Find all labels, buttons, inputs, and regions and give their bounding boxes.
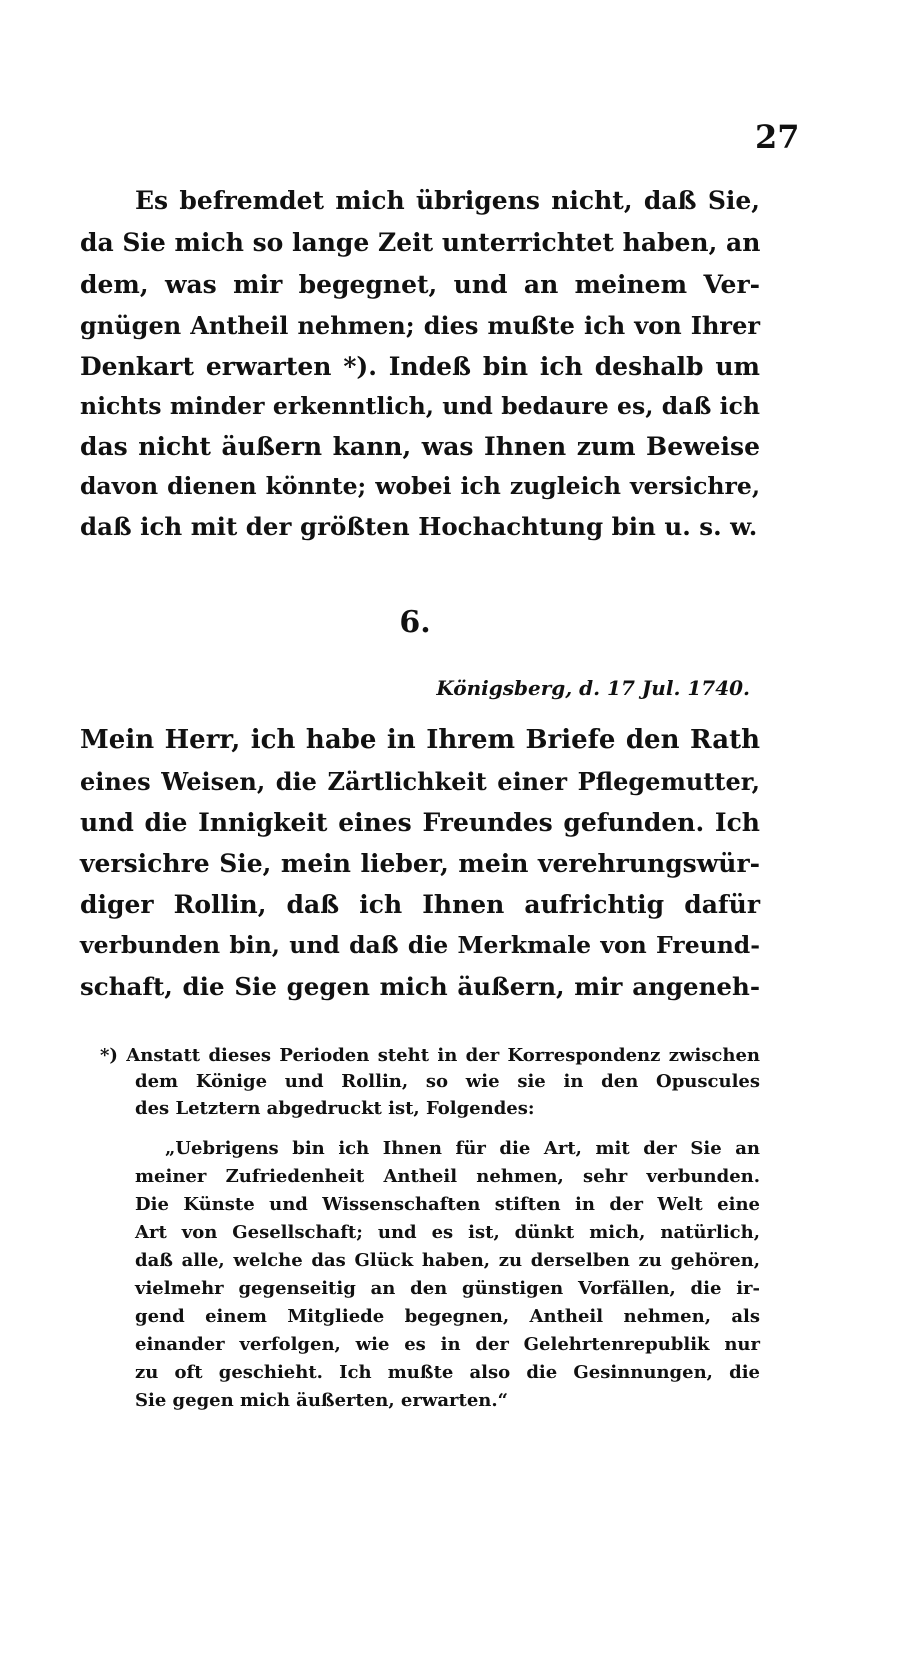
- text-line: das nicht äußern kann, was Ihnen zum Beweise: [80, 432, 760, 461]
- text-line: gnügen Antheil nehmen; dies mußte ich von Ihrer: [80, 311, 760, 340]
- quote-line: gend einem Mitgliede begegnen, Antheil nehmen, als: [135, 1306, 760, 1327]
- footnote-line: *) Anstatt dieses Perioden steht in der Korrespondenz zwischen: [100, 1045, 760, 1066]
- quote-line: daß alle, welche das Glück haben, zu derselben zu gehören,: [135, 1250, 760, 1271]
- text-line: schaft, die Sie gegen mich äußern, mir angeneh-: [80, 972, 760, 1001]
- footnote-line: des Letztern abgedruckt ist, Folgendes:: [135, 1098, 535, 1119]
- quote-line: „Uebrigens bin ich Ihnen für die Art, mit der Sie an: [165, 1138, 760, 1159]
- text-line: eines Weisen, die Zärtlichkeit einer Pflegemutter,: [80, 767, 760, 796]
- text-line: daß ich mit der größten Hochachtung bin u. s. w.: [80, 512, 758, 541]
- page-number: 27: [755, 118, 800, 156]
- letter-number: 6.: [399, 605, 431, 640]
- text-line: dem, was mir begegnet, und an meinem Ver-: [80, 270, 760, 299]
- text-line: verbunden bin, und daß die Merkmale von Freund-: [80, 931, 760, 959]
- text-line: Denkart erwarten *). Indeß bin ich deshalb um: [80, 352, 760, 381]
- text-line: Mein Herr, ich habe in Ihrem Briefe den Rath: [80, 725, 760, 755]
- quote-line: einander verfolgen, wie es in der Gelehrtenrepublik nur: [135, 1334, 760, 1355]
- quote-line: meiner Zufriedenheit Antheil nehmen, sehr verbunden.: [135, 1166, 760, 1187]
- quote-line: Die Künste und Wissenschaften stiften in der Welt eine: [135, 1194, 760, 1215]
- quote-line: zu oft geschieht. Ich mußte also die Gesinnungen, die: [135, 1362, 760, 1383]
- text-line: davon dienen könnte; wobei ich zugleich versichre,: [80, 472, 760, 500]
- quote-line: vielmehr gegenseitig an den günstigen Vorfällen, die ir-: [135, 1278, 760, 1299]
- text-line: versichre Sie, mein lieber, mein verehrungswür-: [80, 849, 760, 878]
- footnote-line: dem Könige und Rollin, so wie sie in den Opuscules: [135, 1071, 760, 1092]
- quote-line: Sie gegen mich äußerten, erwarten.“: [135, 1390, 508, 1411]
- text-line: nichts minder erkenntlich, und bedaure es, daß ich: [80, 392, 760, 420]
- quote-line: Art von Gesellschaft; und es ist, dünkt mich, natürlich,: [135, 1222, 760, 1243]
- text-line: da Sie mich so lange Zeit unterrichtet haben, an: [80, 228, 761, 257]
- text-line: und die Innigkeit eines Freundes gefunden. Ich: [80, 808, 760, 837]
- dateline: Königsberg, d. 17 Jul. 1740.: [436, 676, 750, 700]
- text-line: diger Rollin, daß ich Ihnen aufrichtig dafür: [80, 890, 760, 919]
- text-line: Es befremdet mich übrigens nicht, daß Sie,: [135, 186, 760, 215]
